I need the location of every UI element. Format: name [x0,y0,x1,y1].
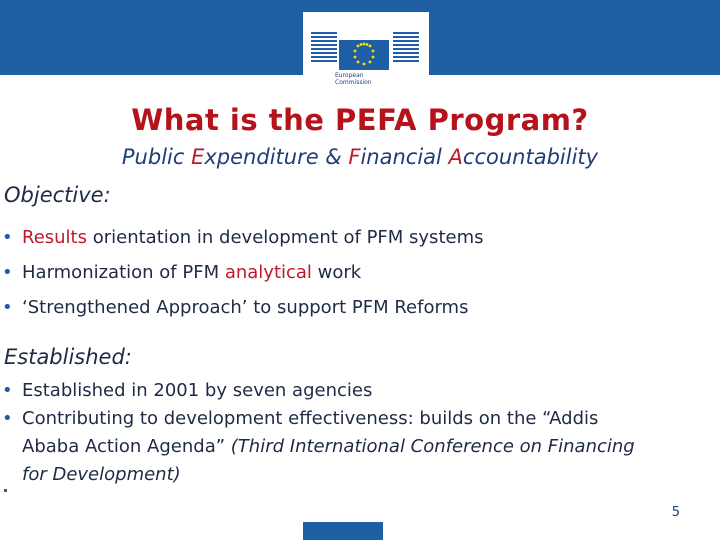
subtitle-part: Public [121,145,192,169]
subtitle-initial-a: A [448,145,463,169]
subtitle-part: ccountability [462,145,599,169]
objective-item-highlight: Results [22,227,87,248]
subtitle-part: inancial [360,145,449,169]
slide-subtitle [0,145,720,169]
subtitle-part: xpenditure & [204,145,349,169]
list-item [2,290,702,325]
list-item [2,377,642,405]
subtitle-initial-e: E [191,145,205,169]
bullet-icon: • [2,227,13,248]
bullet-icon: • [2,408,13,429]
bullet-icon: • [2,262,13,283]
list-item [2,255,702,290]
objective-item-text: Harmonization of PFM [22,262,225,283]
objective-item-text: orientation in development of PFM systems [87,227,484,248]
logo-wordmark [335,72,395,86]
eu-flag-building-icon [309,14,421,72]
established-item-italic: (Third International Conference on Financing for Development) [22,436,635,485]
established-heading: Established: [4,345,132,369]
established-item-text: Established in 2001 by seven agencies [22,380,373,401]
established-list [2,377,642,489]
objective-list [2,220,702,325]
logo-text-line1: European [335,72,364,79]
objective-heading: Objective: [4,183,111,207]
small-marker [4,489,7,492]
logo-text-line2: Commission [335,79,372,86]
objective-item-text: work [311,262,362,283]
slide-title: What is the PEFA Program? [131,103,589,137]
footer-bar [303,522,383,540]
objective-item-highlight: analytical [224,262,312,283]
subtitle-initial-f: F [348,145,361,169]
bullet-icon: • [2,297,13,318]
established-item-text: Contributing to development effectiveness: builds on the “Addis Ababa Action Agenda” [22,408,599,457]
objective-item-text: ‘Strengthened Approach’ to support PFM Reforms [22,297,469,318]
list-item [2,405,642,489]
bullet-icon: • [2,380,13,401]
list-item [2,220,702,255]
page-number: 5 [671,505,680,520]
european-commission-logo [303,12,429,98]
